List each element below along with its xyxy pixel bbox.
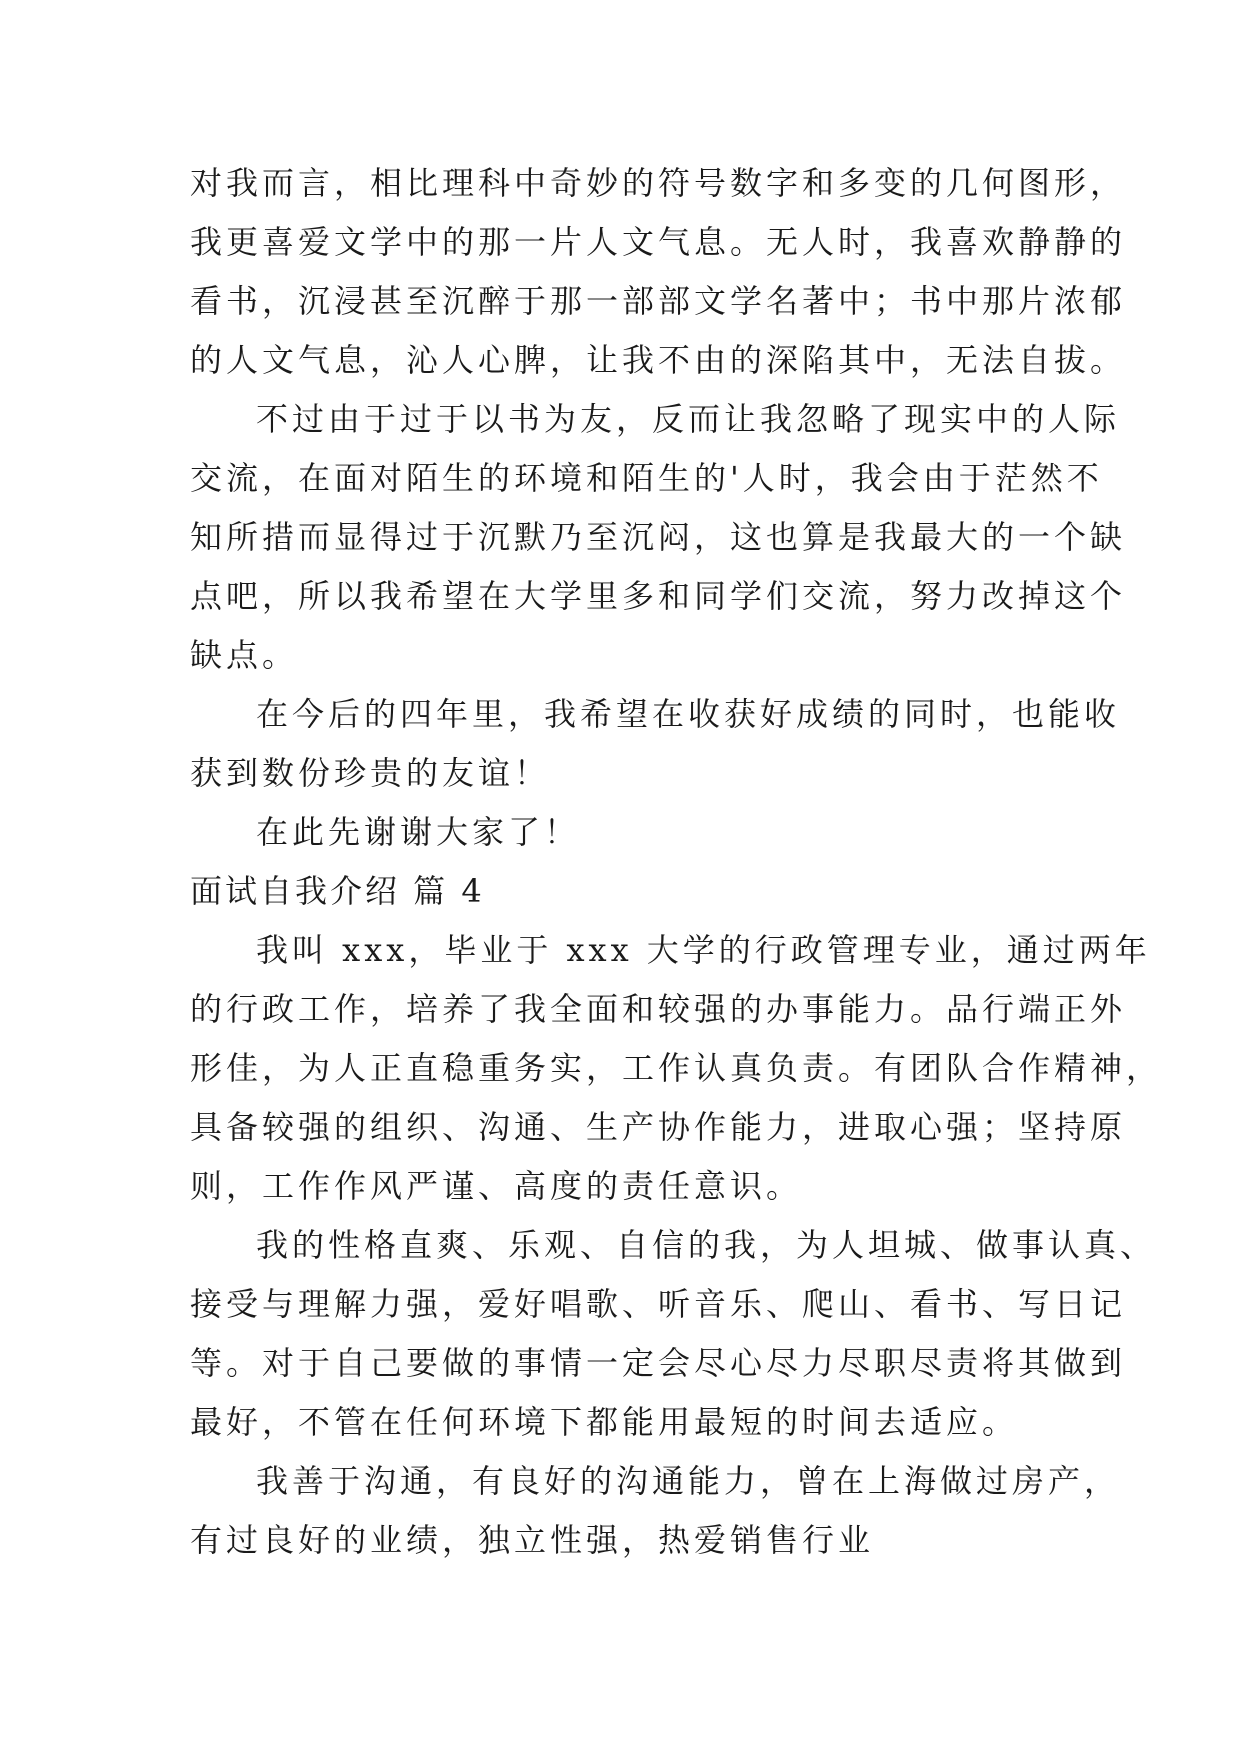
text-line: 交流，在面对陌生的环境和陌生的'人时，我会由于茫然不 [190,459,1103,497]
document-body [190,154,1163,1570]
text-line: 的人文气息，沁人心脾，让我不由的深陷其中，无法自拔。 [190,341,1127,379]
text-line: 具备较强的组织、沟通、生产协作能力，进取心强；坚持原 [190,1108,1127,1146]
text-line: 缺点。 [190,636,299,674]
paragraph-first-line: 我善于沟通，有良好的沟通能力，曾在上海做过房产， [256,1462,1121,1500]
paragraph-first-line: 我的性格直爽、乐观、自信的我，为人坦城、做事认真、 [256,1226,1157,1264]
section-heading: 面试自我介绍 篇 4 [190,872,485,910]
text-line: 的行政工作，培养了我全面和较强的办事能力。品行端正外 [190,990,1127,1028]
text-line: 有过良好的业绩，独立性强，热爱销售行业 [190,1521,875,1559]
text-line: 点吧，所以我希望在大学里多和同学们交流，努力改掉这个 [190,577,1127,615]
text-line: 形佳，为人正直稳重务实，工作认真负责。有团队合作精神， [190,1049,1163,1087]
paragraph-first-line: 我叫 xxx，毕业于 xxx 大学的行政管理专业，通过两年 [256,931,1151,969]
text-line: 等。对于自己要做的事情一定会尽心尽力尽职尽责将其做到 [190,1344,1127,1382]
text-line: 对我而言，相比理科中奇妙的符号数字和多变的几何图形， [190,164,1127,202]
paragraph-first-line: 在此先谢谢大家了！ [256,813,581,851]
text-line: 看书，沉浸甚至沉醉于那一部部文学名著中；书中那片浓郁 [190,282,1127,320]
text-line: 接受与理解力强，爱好唱歌、听音乐、爬山、看书、写日记 [190,1285,1127,1323]
text-line: 最好，不管在任何环境下都能用最短的时间去适应。 [190,1403,1019,1441]
text-line: 我更喜爱文学中的那一片人文气息。无人时，我喜欢静静的 [190,223,1127,261]
text-line: 则，工作作风严谨、高度的责任意识。 [190,1167,803,1205]
paragraph-first-line: 在今后的四年里，我希望在收获好成绩的同时，也能收 [256,695,1121,733]
paragraph-first-line: 不过由于过于以书为友，反而让我忽略了现实中的人际 [256,400,1121,438]
text-line: 知所措而显得过于沉默乃至沉闷，这也算是我最大的一个缺 [190,518,1127,556]
text-line: 获到数份珍贵的友谊！ [190,754,551,792]
